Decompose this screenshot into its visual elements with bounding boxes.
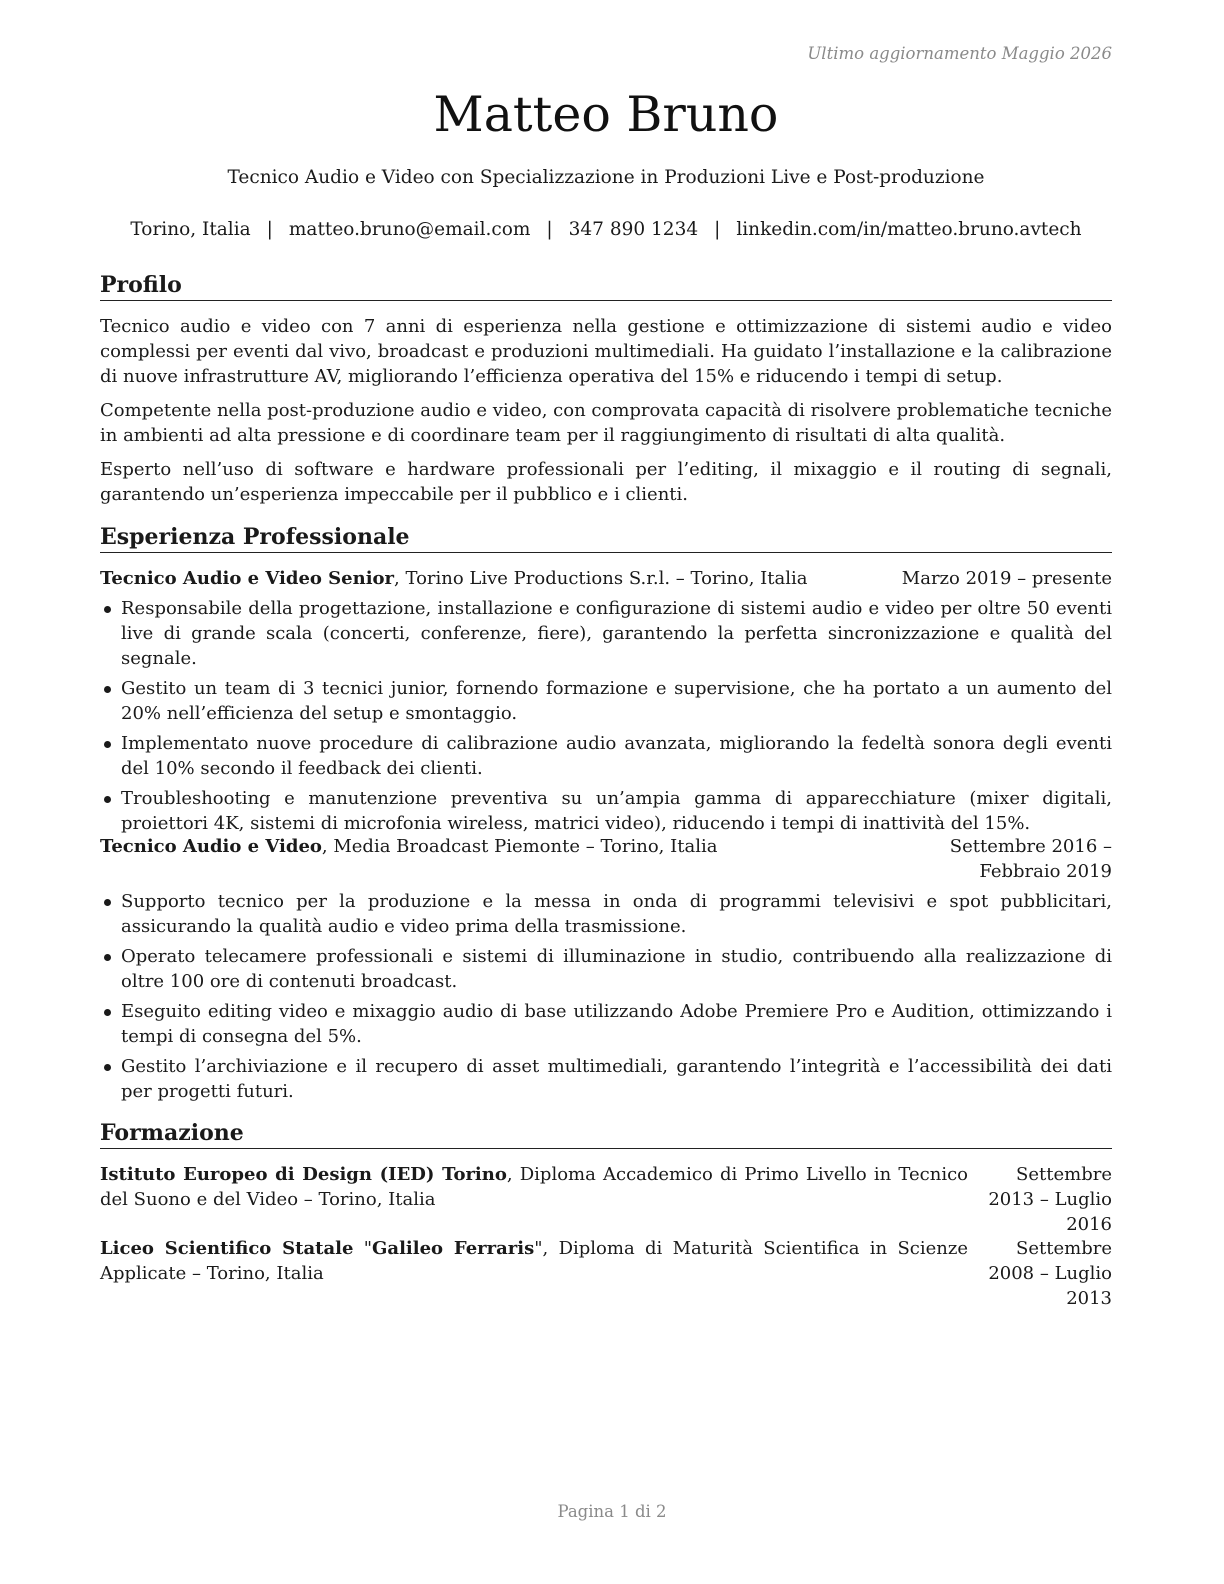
job-role: Tecnico Audio e Video xyxy=(100,836,322,857)
bullet-dot xyxy=(104,1064,111,1071)
candidate-name: Matteo Bruno xyxy=(433,86,779,143)
list-item xyxy=(100,889,1112,939)
bullet-dot xyxy=(104,899,111,906)
profile-paragraph: Competente nella post-produzione audio e video, con comprovata capacità di risolvere problematiche tecniche in ambienti ad alta pressione e di coordinare team per il raggiungimento di risultati di alta qualità. xyxy=(100,400,1112,446)
education-description xyxy=(100,1236,968,1286)
contact-line xyxy=(100,219,1112,240)
section-title-profile: Profilo xyxy=(100,271,1112,301)
bullet-text: Eseguito editing video e mixaggio audio di base utilizzando Adobe Premiere Pro e Audition, ottimizzando i tempi di consegna del 5%. xyxy=(121,1001,1112,1047)
list-item xyxy=(100,596,1112,671)
list-item xyxy=(100,676,1112,726)
job-bullet-list xyxy=(100,889,1112,1109)
bullet-dot xyxy=(104,606,111,613)
education-detail: , Diploma Accademico di Primo Livello in Tecnico del Suono e del Video – Torino, Italia xyxy=(100,1164,969,1210)
candidate-subtitle: Tecnico Audio e Video con Specializzazione in Produzioni Live e Post-produzione xyxy=(227,167,985,188)
education-school-quote: " xyxy=(534,1238,543,1259)
education-school: Istituto Europeo di Design (IED) Torino xyxy=(100,1164,507,1185)
list-item xyxy=(100,786,1112,836)
bullet-dot xyxy=(104,954,111,961)
page-number: Pagina 1 di 2 xyxy=(557,1502,667,1521)
bullet-dot xyxy=(104,741,111,748)
section-title-education: Formazione xyxy=(100,1119,1112,1149)
list-item xyxy=(100,944,1112,994)
list-item xyxy=(100,731,1112,781)
education-school-name: Galileo Ferraris xyxy=(372,1238,535,1259)
job-company: , Media Broadcast Piemonte – Torino, Italia xyxy=(321,836,718,857)
education-dates: Settembre 2013 – Luglio 2016 xyxy=(988,1164,1112,1235)
bullet-text: Gestito un team di 3 tecnici junior, fornendo formazione e supervisione, che ha portato a un aumento del 20% nell’efficienza del setup e smontaggio. xyxy=(121,678,1112,724)
contact-separator: | xyxy=(546,219,553,240)
contact-linkedin[interactable]: linkedin.com/in/matteo.bruno.avtech xyxy=(736,219,1082,240)
bullet-text: Supporto tecnico per la produzione e la messa in onda di programmi televisivi e spot pubblicitari, assicurando la qualità audio e video prima della trasmissione. xyxy=(121,891,1112,937)
contact-separator: | xyxy=(266,219,273,240)
education-description xyxy=(100,1162,968,1212)
contact-separator: | xyxy=(714,219,721,240)
job-dates: Settembre 2016 – Febbraio 2019 xyxy=(949,836,1112,882)
job-company: , Torino Live Productions S.r.l. – Torino, Italia xyxy=(394,568,808,589)
profile-paragraph: Tecnico audio e video con 7 anni di esperienza nella gestione e ottimizzazione di sistemi audio e video complessi per eventi dal vivo, broadcast e produzioni multimediali. Ha guidato l’installazione e la calibrazione di nuove infrastrutture AV, migliorando l’efficienza operativa del 15% e riducendo i tempi di setup. xyxy=(100,316,1112,387)
bullet-dot xyxy=(104,686,111,693)
education-detail: , Diploma di Maturità Scientifica in Scienze Applicate – Torino, Italia xyxy=(100,1238,969,1284)
list-item xyxy=(100,999,1112,1049)
contact-email[interactable]: matteo.bruno@email.com xyxy=(288,219,531,240)
profile-paragraph: Esperto nell’uso di software e hardware professionali per l’editing, il mixaggio e il routing di segnali, garantendo un’esperienza impeccabile per il pubblico e i clienti. xyxy=(100,459,1112,505)
contact-location: Torino, Italia xyxy=(130,219,251,240)
list-item xyxy=(100,1054,1112,1104)
section-title-experience: Esperienza Professionale xyxy=(100,523,1112,553)
last-updated: Ultimo aggiornamento Maggio 2026 xyxy=(807,44,1112,63)
education-dates: Settembre 2008 – Luglio 2013 xyxy=(988,1238,1112,1309)
bullet-text: Operato telecamere professionali e sistemi di illuminazione in studio, contribuendo alla realizzazione di oltre 100 ore di contenuti broadcast. xyxy=(121,946,1112,992)
bullet-text: Gestito l’archiviazione e il recupero di asset multimediali, garantendo l’integrità e l’accessibilità dei dati per progetti futuri. xyxy=(121,1056,1112,1102)
education-school: Liceo Scientifico Statale xyxy=(100,1238,354,1259)
contact-phone[interactable]: 347 890 1234 xyxy=(568,219,699,240)
job-role: Tecnico Audio e Video Senior xyxy=(100,568,395,589)
job-title-line xyxy=(100,566,808,591)
bullet-dot xyxy=(104,796,111,803)
job-bullet-list xyxy=(100,596,1112,841)
job-title-line xyxy=(100,834,717,859)
bullet-text: Responsabile della progettazione, installazione e configurazione di sistemi audio e video per oltre 50 eventi live di grande scala (concerti, conferenze, fiere), garantendo la perfetta sincronizzazione e qualità del segnale. xyxy=(121,598,1112,669)
education-school-quote: " xyxy=(353,1238,373,1259)
bullet-text: Troubleshooting e manutenzione preventiva su un’ampia gamma di apparecchiature (mixer digitali, proiettori 4K, sistemi di microfonia wireless, matrici video), riducendo i tempi di inattività del 15%. xyxy=(121,788,1112,834)
bullet-text: Implementato nuove procedure di calibrazione audio avanzata, migliorando la fedeltà sonora degli eventi del 10% secondo il feedback dei clienti. xyxy=(121,733,1112,779)
bullet-dot xyxy=(104,1009,111,1016)
job-dates: Marzo 2019 – presente xyxy=(901,568,1112,589)
